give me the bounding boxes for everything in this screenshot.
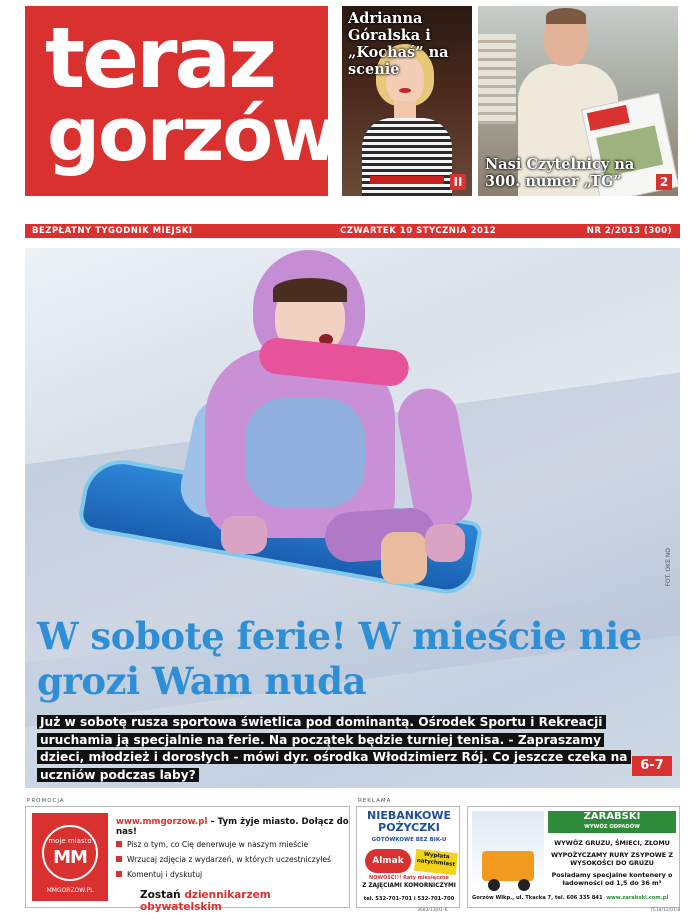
zarabski-ad[interactable] xyxy=(467,806,680,908)
pages-badge[interactable]: 6-7 xyxy=(632,756,672,776)
loan-line: Z ZAJĘCIAMI KOMORNICZYMI xyxy=(362,883,456,889)
loan-subtitle: GOTÓWKOWE BEZ BIK-U xyxy=(371,837,447,843)
man-hair xyxy=(546,8,586,24)
loan-new: NOWOŚĆ!!! Raty miesięczne xyxy=(369,875,449,881)
info-bar xyxy=(25,224,680,238)
lead-text: Już w sobotę rusza sportowa świetlica pod dominantą. Ośrodek Sportu i Rekreacji uruchamia ją specjalnie na ferie. Na początek będzie turniej tenisa. - Zapraszamy dzieci, młodzież i dorosłych - mówi dyr. ośrodka Włodzimierz Rój. Co jeszcze czeka na uczniów podczas laby? xyxy=(37,715,631,782)
woman-belt xyxy=(370,176,444,184)
loan-title: NIEBANKOWE POŻYCZKI xyxy=(367,809,451,834)
rubbish-web[interactable]: www.zarabski.com.pl xyxy=(606,895,669,901)
rubbish-line: Posiadamy specjalne kontenery o ładowności od 1,5 do 36 m³ xyxy=(551,871,673,887)
promo-url[interactable]: www.mmgorzow.pl xyxy=(116,817,208,827)
promo-list xyxy=(116,837,331,882)
main-headline[interactable]: W sobotę ferie! W mieście nie grozi Wam nuda xyxy=(37,614,642,703)
child-boot xyxy=(381,532,427,584)
woman-lips xyxy=(399,88,411,93)
weekly-label: BEZPŁATNY TYGODNIK MIEJSKI xyxy=(32,226,193,236)
loan-phone: tel. 532-701-701 i 532-701-700 xyxy=(363,896,455,902)
almak-logo: Almak xyxy=(365,849,411,873)
promo-slogan: – Tym żyje miasto. Dołącz do nas! xyxy=(116,817,349,837)
mm-logo xyxy=(32,813,108,901)
brand-sub: WYWÓZ ODPADÓW xyxy=(584,824,640,830)
ad-label: REKLAMA xyxy=(358,798,392,804)
office-shelf xyxy=(478,34,516,124)
page-tag: 2 xyxy=(656,174,672,190)
promo-label: PROMOCJA xyxy=(27,798,65,804)
woman-striped-dress xyxy=(362,118,452,196)
truck-icon xyxy=(482,851,534,881)
mm-logo-domain: MMGORZOW.PL xyxy=(46,887,94,894)
ad-code: 3683/13/01-K xyxy=(417,908,448,913)
promo-mmgorzow[interactable] xyxy=(25,806,350,913)
lead-paragraph xyxy=(37,714,647,784)
rubbish-footer xyxy=(472,895,677,901)
child-hair xyxy=(273,278,347,302)
masthead-logo[interactable] xyxy=(25,6,338,196)
ad-code: 7519/12/01-B xyxy=(650,908,681,913)
promo-cta xyxy=(140,889,349,913)
promo-headline xyxy=(116,817,349,837)
newspaper-masthead xyxy=(587,105,630,131)
brand-name: ZARABSKI xyxy=(583,811,641,822)
page-tag: II xyxy=(450,174,466,190)
wheel-icon xyxy=(488,879,500,891)
rubbish-address: Gorzów Wlkp., ul. Tkacka 7, tel. 606 335 841 xyxy=(472,895,603,901)
main-story[interactable] xyxy=(25,248,680,788)
teaser-title: Nasi Czytelnicy na 300. numer „TG” xyxy=(485,156,635,190)
photo-credit: FOT. ÓKE NO xyxy=(665,548,672,587)
teaser-readers[interactable] xyxy=(478,6,678,196)
child-glove-right xyxy=(425,524,465,562)
child-jacket-panel xyxy=(245,398,365,508)
wheel-icon xyxy=(518,879,530,891)
logo-line-gorzow: gorzów xyxy=(47,92,338,178)
issue-date: CZWARTEK 10 STYCZNIA 2012 xyxy=(340,226,497,236)
payout-sticker: Wypłata natychmiast xyxy=(414,849,458,875)
logo-line-teraz: teraz xyxy=(45,9,275,107)
issue-number: NR 2/2013 (300) xyxy=(586,226,672,236)
loan-ad[interactable] xyxy=(356,806,460,908)
rubbish-line: WYPOŻYCZAMY RURY ZSYPOWE Z WYSOKOŚCI DO GRUZU xyxy=(550,851,674,867)
list-item: Wrzucaj zdjęcia z wydarzeń, w których uczestniczyłeś xyxy=(116,852,331,867)
teaser-theatre[interactable] xyxy=(342,6,472,196)
mm-logo-caption: moje miasto xyxy=(48,837,92,845)
rubbish-line: WYWÓZ GRUZU, ŚMIECI, ZŁOMU xyxy=(554,839,670,847)
teaser-title: Adrianna Góralska i „Kochaś” na scenie xyxy=(348,10,449,78)
zarabski-brand xyxy=(548,811,676,833)
truck-picture xyxy=(472,811,544,891)
cta-prefix: Zostań xyxy=(140,889,185,901)
list-item: Pisz o tym, co Cię denerwuje w naszym mieście xyxy=(116,837,331,852)
mm-logo-mark: MM xyxy=(53,847,87,868)
list-item: Komentuj i dyskutuj xyxy=(116,867,331,882)
child-glove-left xyxy=(221,516,267,554)
cta-highlight: dziennikarzem obywatelskim xyxy=(140,889,271,913)
